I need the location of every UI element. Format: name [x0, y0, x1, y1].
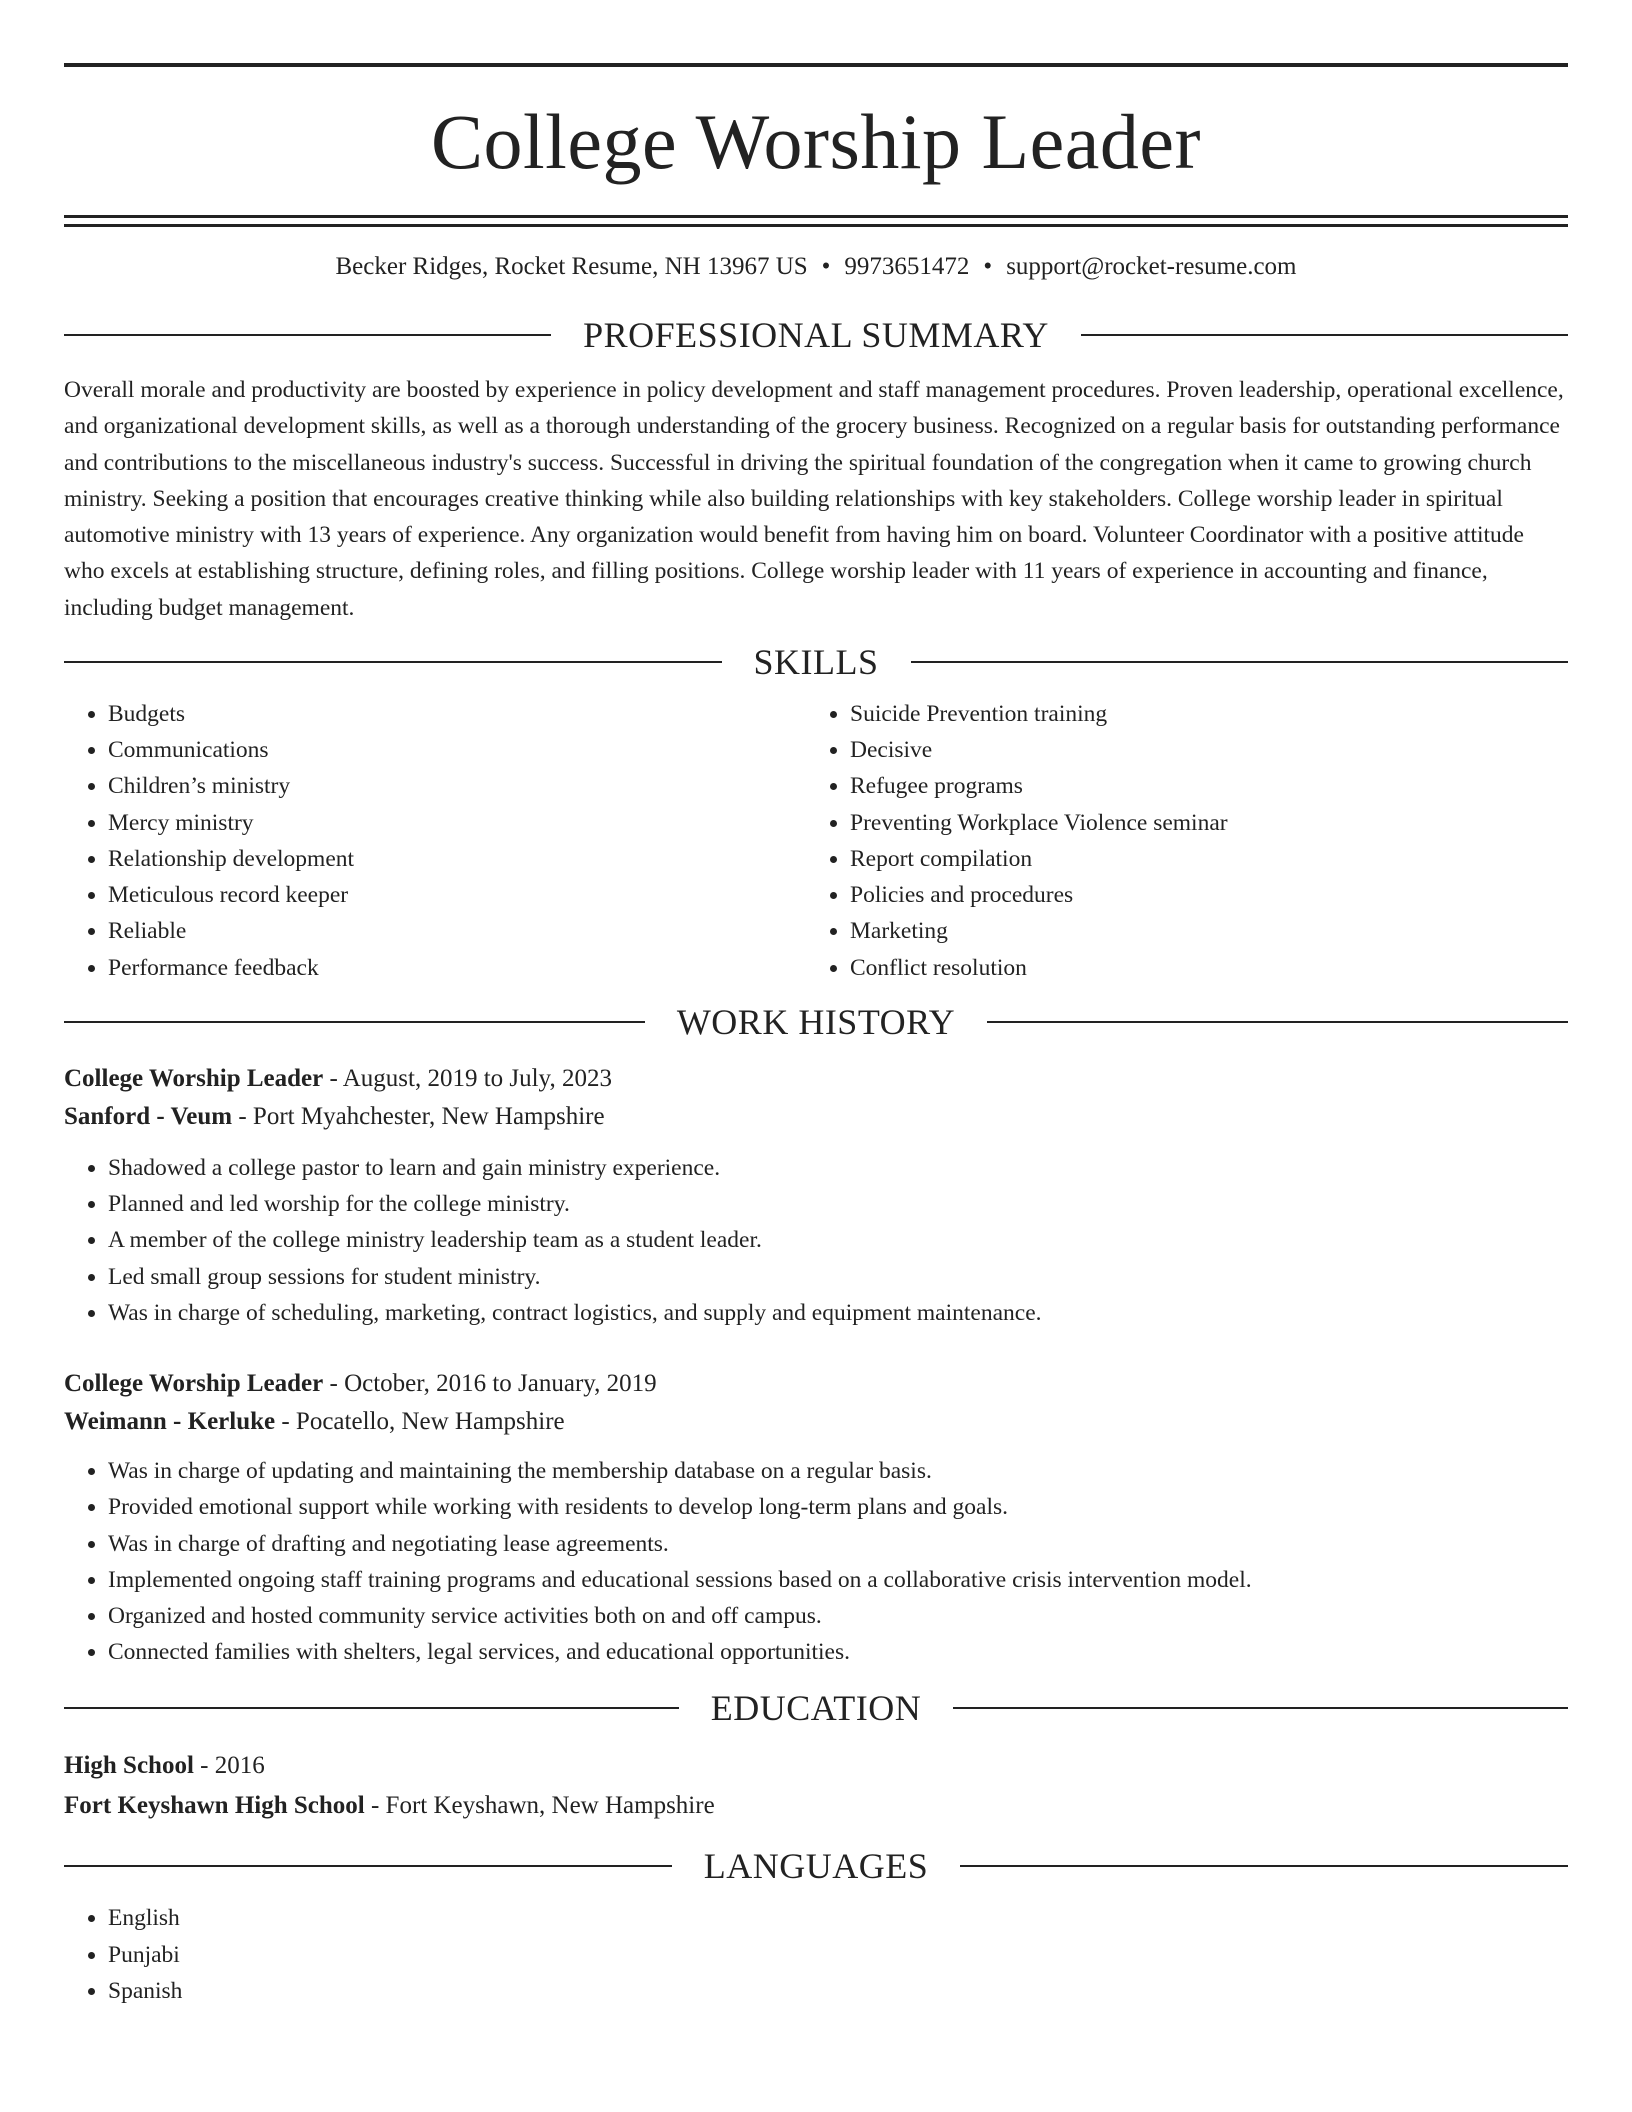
job-bullet: • Provided emotional support while working with residents to develop long-term plans and goals.: [108, 1489, 1568, 1525]
contact-separator: •: [821, 253, 831, 280]
heading-rule: [64, 1707, 679, 1709]
resume-page: [64, 0, 1568, 2009]
skill-item: • Performance feedback: [108, 950, 806, 986]
job-title-line: [64, 1365, 1568, 1403]
heading-rule: [64, 661, 722, 663]
education-school: Fort Keyshawn High School: [64, 1792, 365, 1820]
skill-item: • Relationship development: [108, 841, 806, 877]
job-bullet: • Led small group sessions for student ministry.: [108, 1259, 1568, 1295]
job-location: - Pocatello, New Hampshire: [275, 1408, 565, 1436]
work-heading-label: WORK HISTORY: [676, 1002, 956, 1043]
heading-rule: [64, 1021, 645, 1023]
contact-email: support@rocket-resume.com: [1006, 253, 1297, 280]
top-rule: [64, 63, 1568, 67]
summary-heading-label: PROFESSIONAL SUMMARY: [583, 315, 1049, 355]
skill-item: • Reliable: [108, 913, 806, 949]
education-year: - 2016: [193, 1752, 265, 1780]
contact-phone: 9973651472: [844, 253, 970, 280]
education-heading-label: EDUCATION: [710, 1688, 922, 1729]
skill-item: • Refugee programs: [850, 768, 1548, 804]
language-item: • Spanish: [108, 1973, 1568, 2009]
job-employer-line: [64, 1098, 1568, 1136]
job-bullet: • Was in charge of drafting and negotiating lease agreements.: [108, 1526, 1568, 1562]
skill-item: • Budgets: [108, 696, 806, 732]
job-bullet: • Implemented ongoing staff training programs and educational sessions based on a collaborative crisis intervention model.: [108, 1562, 1568, 1598]
job-entry: [64, 1365, 1568, 1670]
resume-title: College Worship Leader: [430, 98, 1202, 185]
job-employer: Weimann - Kerluke: [64, 1408, 276, 1436]
skill-item: • Policies and procedures: [850, 877, 1548, 913]
skill-item: • Preventing Workplace Violence seminar: [850, 805, 1548, 841]
skills-right-list: [806, 696, 1548, 986]
heading-rule: [911, 661, 1569, 663]
job-bullet: • Organized and hosted community service activities both on and off campus.: [108, 1598, 1568, 1634]
contact-separator: •: [983, 253, 993, 280]
job-bullet: • Connected families with shelters, legal services, and educational opportunities.: [108, 1634, 1568, 1670]
heading-rule: [64, 334, 551, 336]
job-dates: - October, 2016 to January, 2019: [323, 1370, 657, 1398]
skills-left-list: [64, 696, 806, 986]
job-title-line: [64, 1060, 1568, 1098]
job-dates: - August, 2019 to July, 2023: [323, 1065, 612, 1093]
skills-columns: [64, 696, 1568, 986]
heading-rule: [953, 1707, 1568, 1709]
job-bullet: • Shadowed a college pastor to learn and gain ministry experience.: [108, 1150, 1568, 1186]
heading-rule: [64, 1865, 672, 1867]
languages-list: [64, 1900, 1568, 2009]
job-title: College Worship Leader: [64, 1065, 324, 1093]
skill-item: • Report compilation: [850, 841, 1548, 877]
summary-text: Overall morale and productivity are boosted by experience in policy development and staff management procedures. Proven leadership, operational excellence, and organizational development skills, as well as a thorough understanding of the grocery business. Recognized on a regular basis for outstanding performance and contributions to the miscellaneous industry's success. Successful in driving the spiritual foundation of the congregation when it came to growing church ministry. Seeking a position that encourages creative thinking while also building relationships with key stakeholders. College worship leader in spiritual automotive ministry with 13 years of experience. Any organization would benefit from having him on board. Volunteer Coordinator with a positive attitude who excels at establishing structure, defining roles, and filling positions. College worship leader with 11 years of experience in accounting and finance, including budget management.: [64, 377, 1564, 621]
skill-item: • Suicide Prevention training: [850, 696, 1548, 732]
contact-address: Becker Ridges, Rocket Resume, NH 13967 US: [335, 253, 808, 280]
skills-right-column: [806, 696, 1548, 986]
skill-item: • Decisive: [850, 732, 1548, 768]
skills-heading-label: SKILLS: [753, 642, 879, 683]
job-bullets: [64, 1150, 1568, 1331]
skill-item: • Children’s ministry: [108, 768, 806, 804]
skill-item: • Conflict resolution: [850, 950, 1548, 986]
contact-line: [64, 251, 1568, 283]
skill-item: • Meticulous record keeper: [108, 877, 806, 913]
job-title: College Worship Leader: [64, 1370, 324, 1398]
summary-heading: [64, 313, 1568, 357]
education-degree: High School: [64, 1752, 194, 1780]
education-degree-line: [64, 1746, 1568, 1786]
education-entry: [64, 1746, 1568, 1826]
job-location: - Port Myahchester, New Hampshire: [232, 1103, 605, 1131]
heading-rule: [960, 1865, 1568, 1867]
job-bullet: • Planned and led worship for the college ministry.: [108, 1186, 1568, 1222]
job-employer-line: [64, 1403, 1568, 1441]
job-employer: Sanford - Veum: [64, 1103, 233, 1131]
education-location: - Fort Keyshawn, New Hampshire: [364, 1792, 715, 1820]
skill-item: • Mercy ministry: [108, 805, 806, 841]
job-bullet: • Was in charge of scheduling, marketing, contract logistics, and supply and equipment maintenance.: [108, 1295, 1568, 1331]
skills-left-column: [64, 696, 806, 986]
job-entry: [64, 1060, 1568, 1331]
language-item: • Punjabi: [108, 1937, 1568, 1973]
skill-item: • Communications: [108, 732, 806, 768]
skills-heading: [64, 640, 1568, 684]
job-bullet: • A member of the college ministry leadership team as a student leader.: [108, 1222, 1568, 1258]
languages-heading-label: LANGUAGES: [703, 1846, 929, 1887]
language-item: • English: [108, 1900, 1568, 1936]
job-bullet: • Was in charge of updating and maintaining the membership database on a regular basis.: [108, 1453, 1568, 1489]
heading-rule: [1081, 334, 1568, 336]
job-bullets: [64, 1453, 1568, 1670]
languages-heading: [64, 1844, 1568, 1888]
education-school-line: [64, 1786, 1568, 1826]
education-heading: [64, 1686, 1568, 1730]
skill-item: • Marketing: [850, 913, 1548, 949]
heading-rule: [987, 1021, 1568, 1023]
work-heading: [64, 1000, 1568, 1044]
title-double-rule: [64, 215, 1568, 227]
